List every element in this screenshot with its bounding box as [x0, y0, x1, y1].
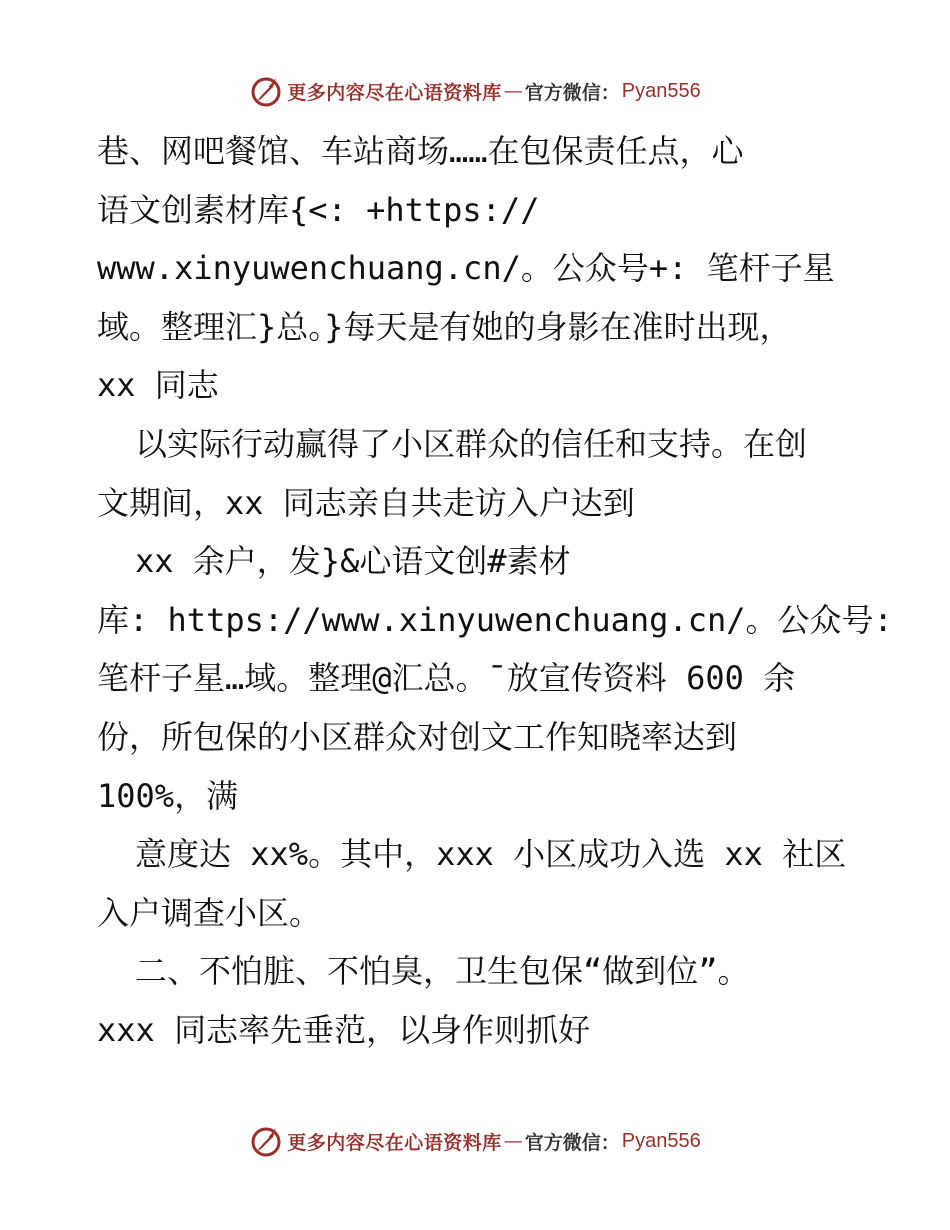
text-line-5: xx 同志: [97, 366, 219, 405]
header-site-text: 更多内容尽在心语资料库: [287, 81, 502, 104]
text-line-9: 库: https://www.xinyuwenchuang.cn/。公众号:: [97, 600, 893, 639]
footer-banner: [0, 1121, 950, 1161]
text-line-8: xx 余户，发}&心语文创#素材: [135, 542, 571, 581]
text-line-4: 域。整理汇}总。}每天是有她的身影在准时出现，: [97, 307, 792, 346]
header-wechat-id: Pyan556: [621, 79, 701, 102]
header-wechat-label: 官方微信：: [524, 81, 620, 104]
text-line-2: 语文创素材库{<: +https://: [97, 190, 540, 229]
text-line-16: xxx 同志率先垂范，以身作则抓好: [97, 1010, 591, 1049]
text-line-10: 笔杆子星…域。整理@汇总。¯放宣传资料 600 余: [97, 659, 796, 698]
quill-logo-icon: [249, 1124, 283, 1158]
text-line-3: www.xinyuwenchuang.cn/。公众号+: 笔杆子星: [97, 249, 835, 288]
text-line-14: 入户调查小区。: [97, 893, 322, 932]
text-line-6: 以实际行动赢得了小区群众的信任和支持。在创: [135, 424, 808, 463]
header-banner: [0, 71, 950, 111]
footer-separator: —: [503, 1130, 523, 1152]
text-line-7: 文期间，xx 同志亲自共走访入户达到: [97, 483, 635, 522]
footer-wechat-label: 官方微信：: [524, 1131, 620, 1154]
document-body: [97, 122, 897, 1060]
text-line-15: 二、不怕脏、不怕臭，卫生包保“做到位”。: [135, 952, 750, 991]
quill-logo-icon: [249, 74, 283, 108]
text-line-13: 意度达 xx%。其中，xxx 小区成功入选 xx 社区: [135, 835, 847, 874]
text-line-12: 100%，满: [97, 776, 239, 815]
text-line-11: 份，所包保的小区群众对创文工作知晓率达到: [97, 717, 738, 756]
text-line-1: 巷、网吧餐馆、车站商场……在包保责任点，心: [97, 132, 744, 170]
footer-site-text: 更多内容尽在心语资料库: [287, 1131, 502, 1154]
header-separator: —: [503, 80, 523, 102]
footer-wechat-id: Pyan556: [621, 1129, 701, 1152]
